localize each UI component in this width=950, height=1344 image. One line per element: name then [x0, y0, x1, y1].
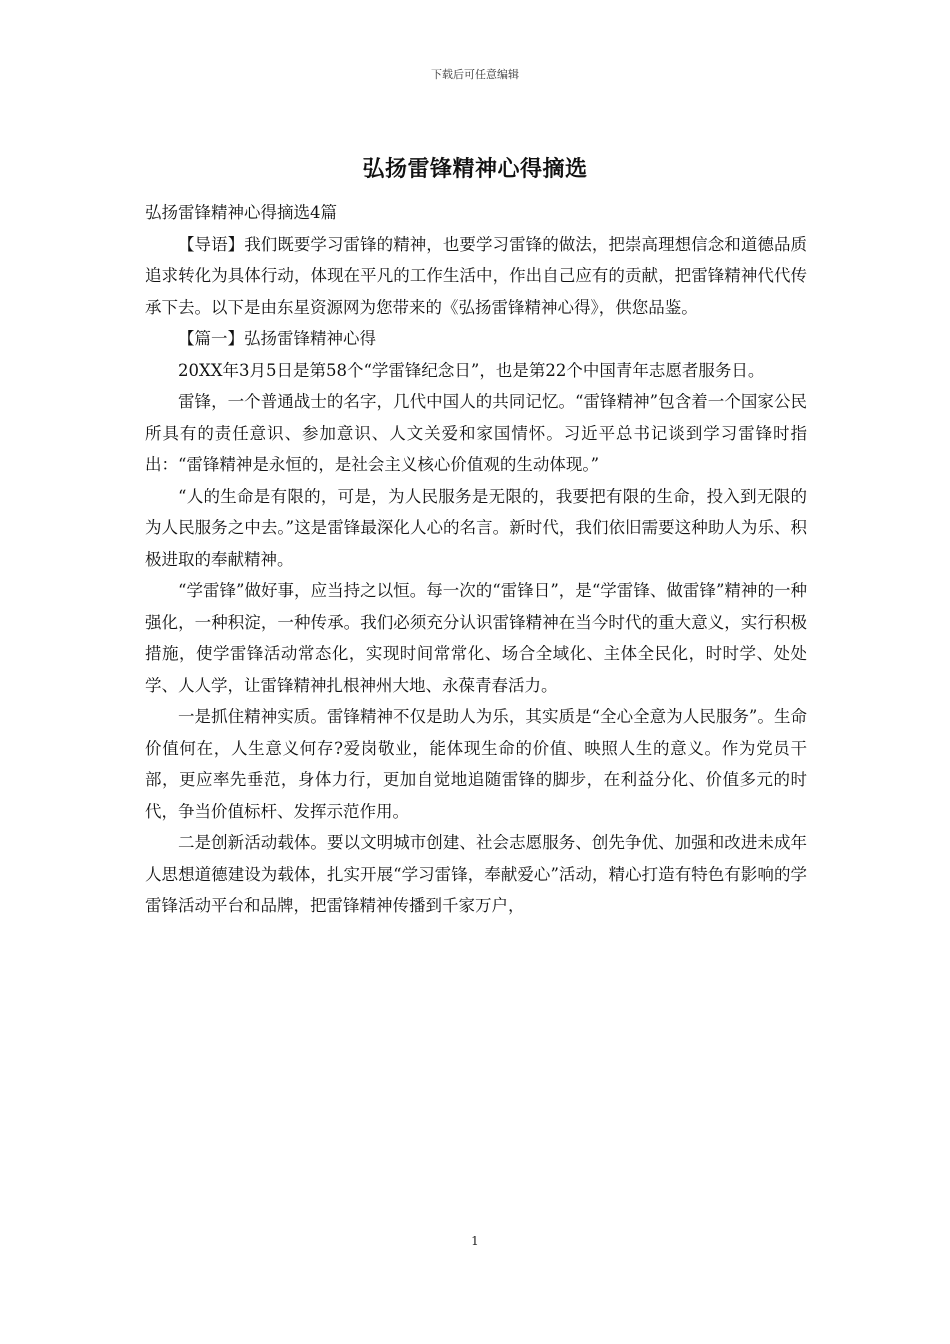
- document-title: 弘扬雷锋精神心得摘选: [362, 157, 588, 182]
- body-paragraph: “学雷锋”做好事，应当持之以恒。每一次的“雷锋日”，是“学雷锋、做雷锋”精神的一种强化，一种积淀，一种传承。我们必须充分认识雷锋精神在当今时代的重大意义，实行积极措施，使学雷锋活动常态化，实现时间常常化、场合全域化、主体全民化，时时学、处处学、人人学，让雷锋精神扎根神州大地、永葆青春活力。: [145, 581, 807, 695]
- section-heading: 【篇一】弘扬雷锋精神心得: [178, 329, 376, 348]
- body-paragraph: 二是创新活动载体。要以文明城市创建、社会志愿服务、创先争优、加强和改进未成年人思想道德建设为载体，扎实开展“学习雷锋，奉献爱心”活动，精心打造有特色有影响的学雷锋活动平台和品牌，把雷锋精神传播到千家万户，: [145, 833, 807, 915]
- body-paragraph: 20XX年3月5日是第58个“学雷锋纪念日”，也是第22个中国青年志愿者服务日。: [178, 360, 765, 380]
- header-note: 下载后可任意编辑: [431, 68, 519, 81]
- body-paragraph: 一是抓住精神实质。雷锋精神不仅是助人为乐，其实质是“全心全意为人民服务”。生命价值何在，人生意义何存?爱岗敬业，能体现生命的价值、映照人生的意义。作为党员干部，更应率先垂范，身体力行，更加自觉地追随雷锋的脚步，在利益分化、价值多元的时代，争当价值标杆、发挥示范作用。: [145, 707, 807, 821]
- page-number: 1: [471, 1234, 479, 1248]
- subtitle-line: 弘扬雷锋精神心得摘选4篇: [145, 203, 337, 222]
- document-body: [145, 197, 807, 922]
- body-paragraph: “人的生命是有限的，可是，为人民服务是无限的，我要把有限的生命，投入到无限的为人民服务之中去。”这是雷锋最深化人心的名言。新时代，我们依旧需要这种助人为乐、积极进取的奉献精神。: [145, 486, 807, 569]
- intro-paragraph: 【导语】我们既要学习雷锋的精神，也要学习雷锋的做法，把崇高理想信念和道德品质追求转化为具体行动，体现在平凡的工作生活中，作出自己应有的贡献，把雷锋精神代代传承下去。以下是由东星资源网为您带来的《弘扬雷锋精神心得》，供您品鉴。: [145, 234, 807, 317]
- body-paragraph: 雷锋，一个普通战士的名字，几代中国人的共同记忆。“雷锋精神”包含着一个国家公民所具有的责任意识、参加意识、人文关爱和家国情怀。习近平总书记谈到学习雷锋时指出：“雷锋精神是永恒的，是社会主义核心价值观的生动体现。”: [145, 392, 807, 474]
